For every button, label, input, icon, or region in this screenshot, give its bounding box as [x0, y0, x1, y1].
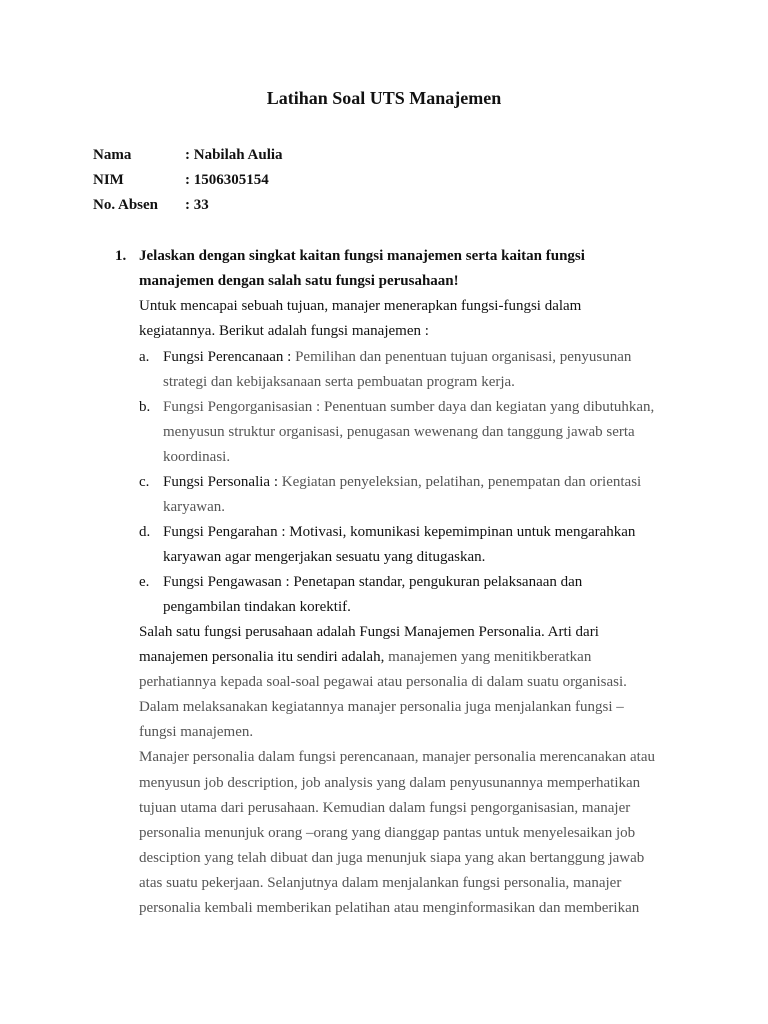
list-item-line: koordinasi. [163, 449, 231, 465]
identity-value: : Nabilah Aulia [185, 147, 283, 163]
paragraph-line: personalia kembali memberikan pelatihan atau menginformasikan dan memberikan [139, 900, 640, 916]
paragraph-line: perhatiannya kepada soal-soal pegawai atau personalia di dalam suatu organisasi. [139, 674, 627, 690]
document-title: Latihan Soal UTS Manajemen [266, 88, 502, 108]
paragraph-line: Manajer personalia dalam fungsi perencanaan, manajer personalia merencanakan atau [139, 749, 655, 765]
list-item-desc: Penetapan standar, pengukuran pelaksanaan dan [289, 574, 583, 590]
question-number: 1. [115, 248, 127, 264]
paragraph-text: manajemen personalia itu sendiri adalah, [139, 649, 385, 665]
list-item-line: pengambilan tindakan korektif. [163, 599, 351, 615]
list-item-name: Fungsi Perencanaan : [163, 349, 292, 365]
paragraph-line [139, 647, 591, 667]
list-item-desc: Motivasi, komunikasi kepemimpinan untuk mengarahkan [285, 524, 636, 540]
list-item-line [163, 397, 654, 417]
intro-line: kegiatannya. Berikut adalah fungsi manajemen : [139, 323, 429, 339]
question-text-line: manajemen dengan salah satu fungsi perusahaan! [139, 273, 459, 289]
list-item-desc: Kegiatan penyeleksian, pelatihan, penempatan dan orientasi [278, 474, 642, 490]
list-item-desc: Pemilihan dan penentuan tujuan organisasi, penyusunan [291, 349, 632, 365]
paragraph-line: personalia menunjuk orang –orang yang dianggap pantas untuk menyelesaikan job [139, 825, 636, 841]
question-text-line: Jelaskan dengan singkat kaitan fungsi manajemen serta kaitan fungsi [139, 248, 585, 264]
list-item-line: karyawan agar mengerjakan sesuatu yang ditugaskan. [163, 549, 486, 565]
list-item-name: Fungsi Pengorganisasian : [163, 399, 321, 415]
paragraph-line: atas suatu pekerjaan. Selanjutnya dalam menjalankan fungsi personalia, manajer [139, 875, 622, 891]
list-marker: d. [139, 524, 151, 540]
list-item-desc: Penentuan sumber daya dan kegiatan yang dibutuhkan, [320, 399, 655, 415]
list-marker: b. [139, 399, 151, 415]
intro-line: Untuk mencapai sebuah tujuan, manajer menerapkan fungsi-fungsi dalam [139, 298, 582, 314]
paragraph-line: tujuan utama dari perusahaan. Kemudian dalam fungsi pengorganisasian, manajer [139, 800, 631, 816]
list-item-line [163, 522, 635, 542]
list-marker: a. [139, 349, 150, 365]
list-item-name: Fungsi Pengarahan : [163, 524, 286, 540]
list-item-line: strategi dan kebijaksanaan serta pembuatan program kerja. [163, 374, 515, 390]
identity-label: No. Absen [93, 197, 159, 213]
identity-label: NIM [93, 172, 124, 188]
identity-value: : 1506305154 [185, 172, 269, 188]
paragraph-line: menyusun job description, job analysis yang dalam penyusunannya memperhatikan [139, 775, 641, 791]
paragraph-line: Salah satu fungsi perusahaan adalah Fungsi Manajemen Personalia. Arti dari [139, 624, 599, 640]
list-item-name: Fungsi Personalia : [163, 474, 278, 490]
list-item-line [163, 572, 582, 592]
list-item-name: Fungsi Pengawasan : [163, 574, 290, 590]
identity-label: Nama [93, 147, 132, 163]
list-item-line [163, 347, 631, 367]
list-marker: c. [139, 474, 150, 490]
paragraph-text: manajemen yang menitikberatkan [384, 649, 592, 665]
list-item-line: karyawan. [163, 499, 226, 515]
identity-value: : 33 [185, 197, 209, 213]
list-item-line [163, 472, 641, 492]
paragraph-line: fungsi manajemen. [139, 724, 254, 740]
list-marker: e. [139, 574, 150, 590]
list-item-line: menyusun struktur organisasi, penugasan wewenang dan tanggung jawab serta [163, 424, 635, 440]
paragraph-line: desciption yang telah dibuat dan juga menunjuk siapa yang akan bertanggung jawab [139, 850, 645, 866]
paragraph-line: Dalam melaksanakan kegiatannya manajer personalia juga menjalankan fungsi – [139, 699, 624, 715]
